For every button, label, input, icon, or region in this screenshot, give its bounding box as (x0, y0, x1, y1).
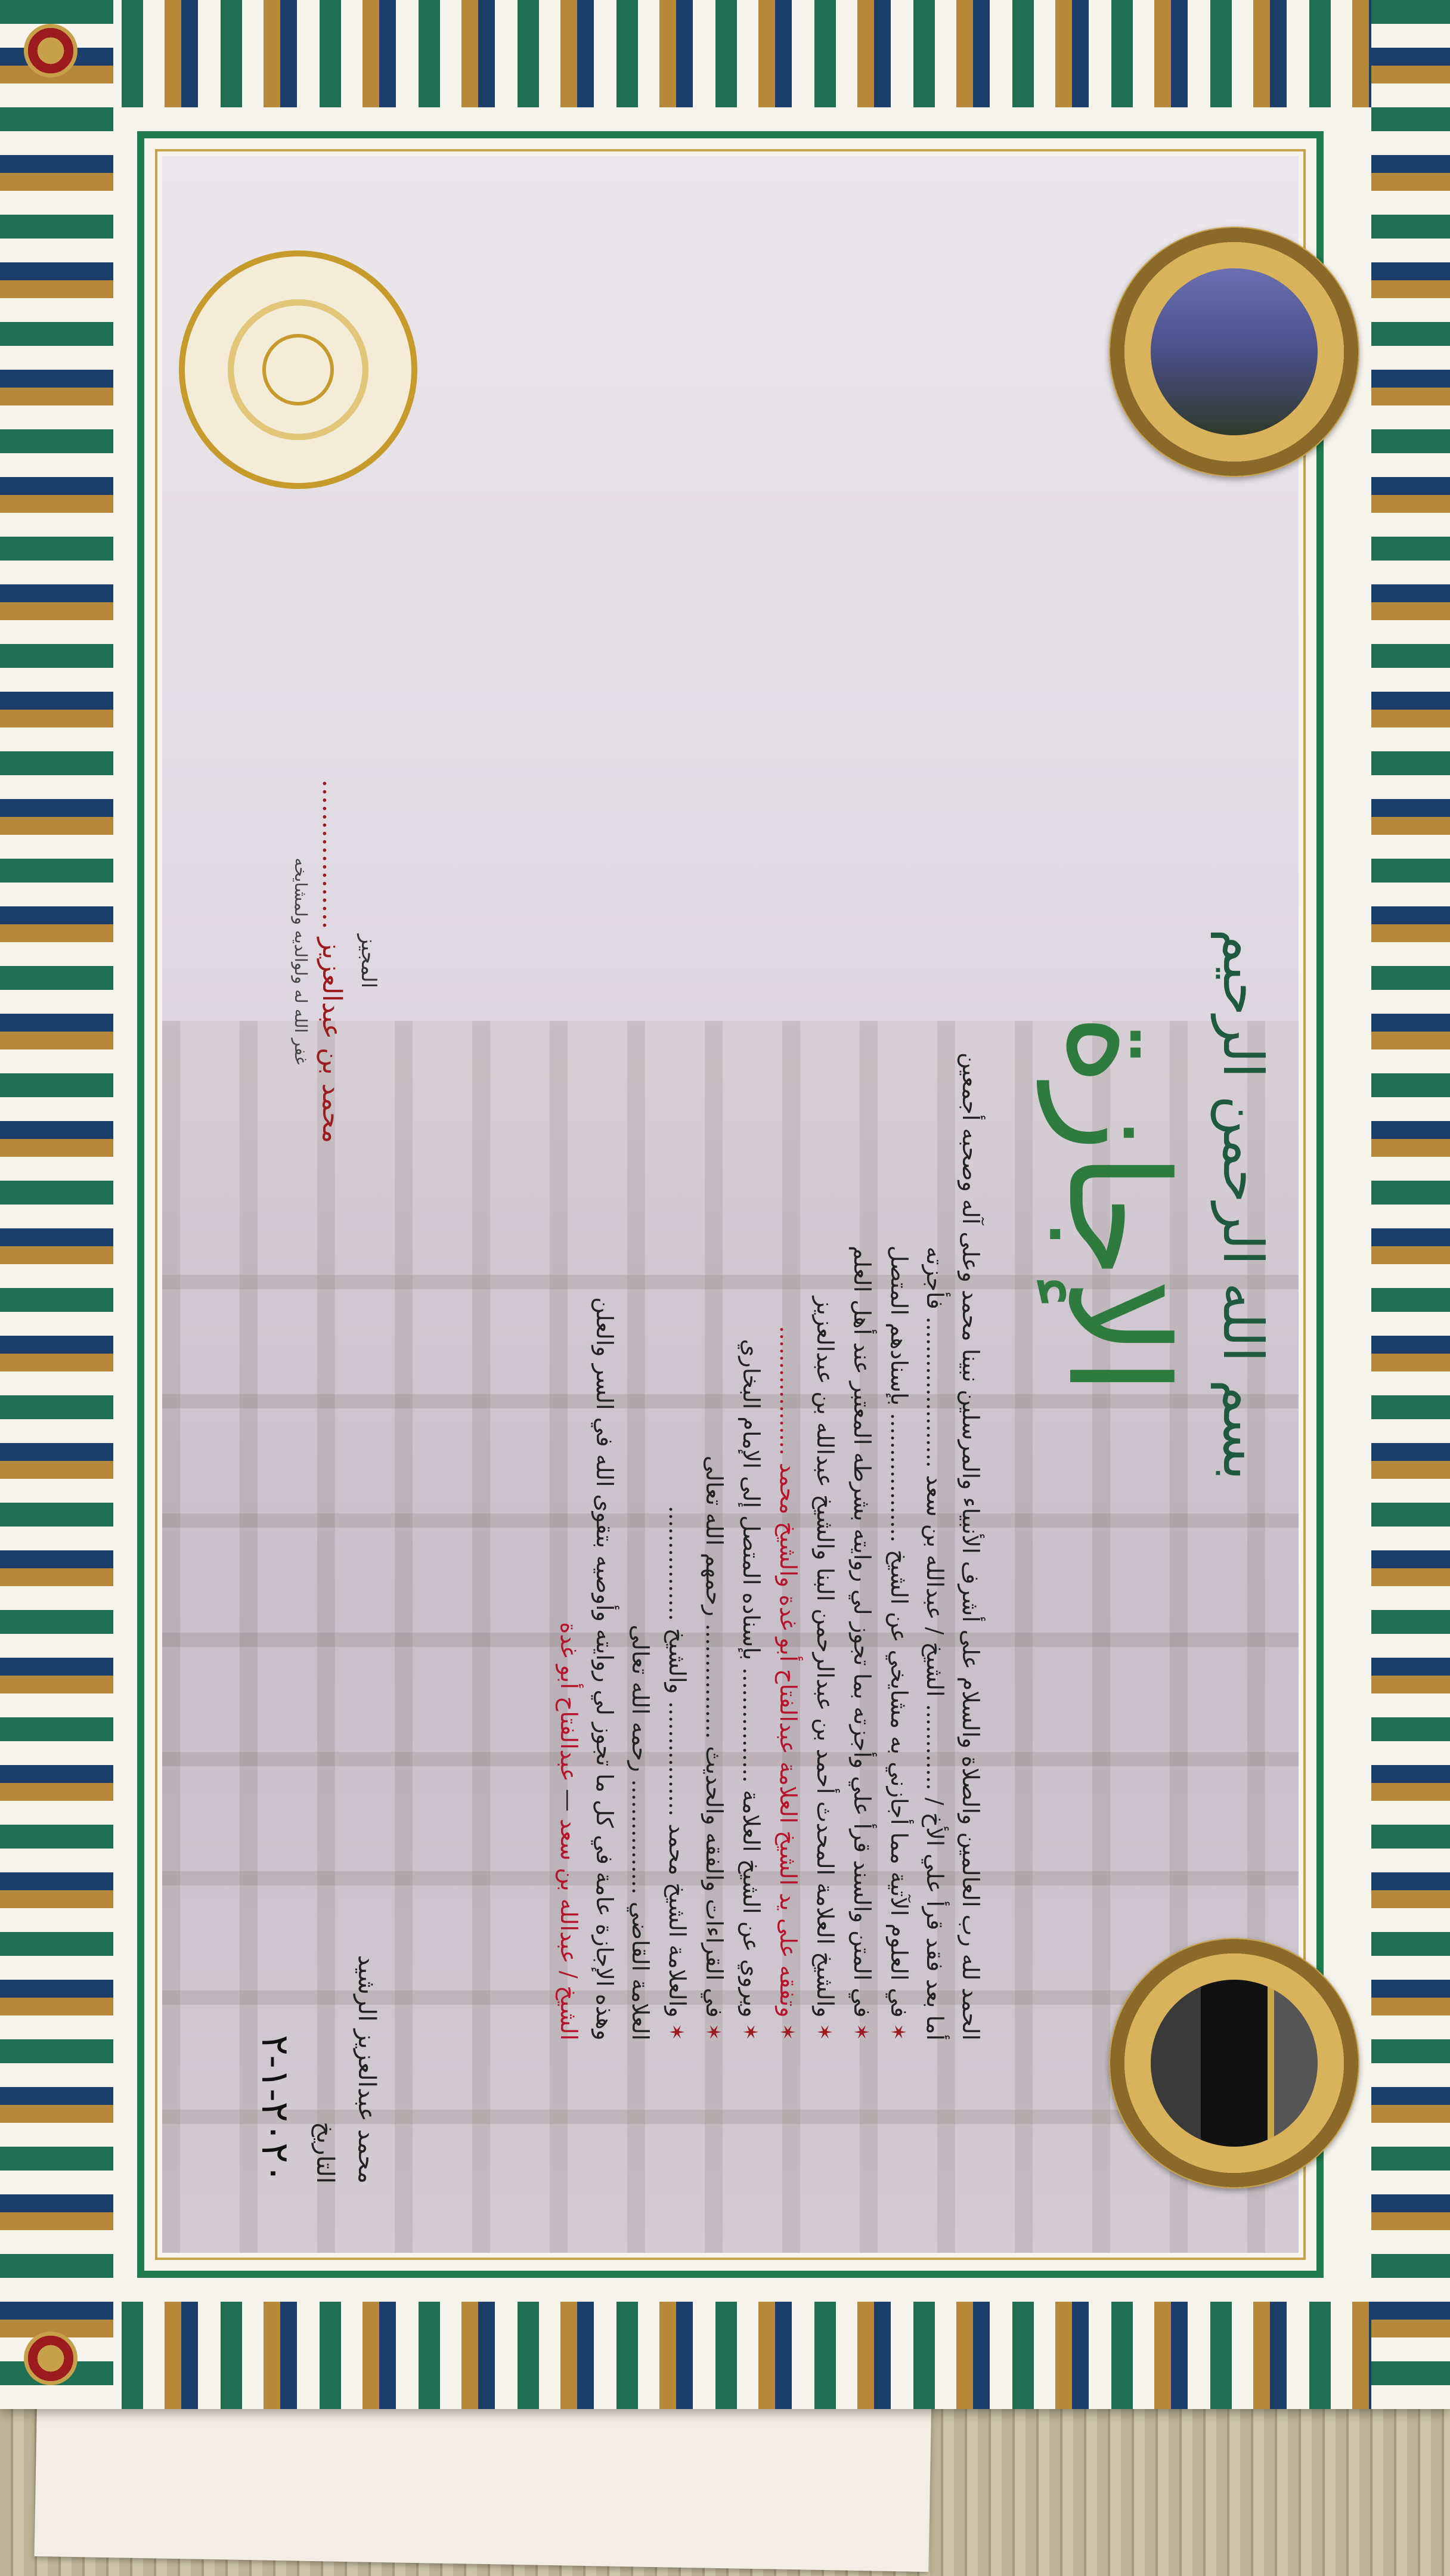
body-line (769, 371, 806, 2041)
body-line: الحمد لله رب العالمين والصلاة والسلام على أشرف الأنبياء والمرسلين نبينا محمد وعلى آله وصحبه أجمعين (958, 1052, 984, 2041)
signature-label: المجيز (357, 934, 380, 989)
gold-seal-icon (179, 250, 417, 489)
highlight-text: عبدالفتاح أبو غدة (556, 1622, 582, 1782)
body-line (622, 371, 658, 2041)
star-icon: ✶ (701, 2023, 725, 2041)
certificate-body (551, 371, 989, 2041)
star-icon: ✶ (738, 2023, 762, 2041)
body-line (917, 371, 953, 2041)
ornamental-border-right (1371, 0, 1450, 2409)
star-icon: ✶ (664, 2023, 688, 2041)
date-value: ٢٠٢٠-١-٢ (253, 2035, 297, 2184)
signature-sub: غفر الله له ولوالديه ولمشايخه (291, 857, 311, 1065)
star-icon: ✶ (849, 2023, 873, 2041)
date-block (253, 1766, 380, 2184)
body-line (880, 371, 917, 2041)
corner-ornament-icon (24, 24, 78, 78)
kaaba-medallion-icon (1109, 1938, 1359, 2188)
body-line-text: وهذه الإجازة عامة في كل ما تجوز لي روايته وأوصيه بتقوى الله في السر والعلن (591, 1297, 618, 2041)
corner-ornament-icon (24, 2332, 78, 2385)
ornamental-border-bottom (0, 2302, 1450, 2409)
date-label: التاريخ (311, 2122, 339, 2184)
ornamental-border-left (0, 0, 113, 2409)
body-line-text: العلامة القاضي ................ رحمه الله تعالى (627, 1624, 653, 2041)
body-line-text: والشيخ العلامة المحدث أحمد بن عبدالرحمن البنا والشيخ عبدالله بن عبدالعزيز (812, 1296, 838, 2018)
body-line (695, 371, 732, 2041)
mosque-medallion-icon (1109, 227, 1359, 477)
body-line (658, 371, 695, 2041)
body-line-text: في العلوم الآتية مما أجازني به مشايخي عن الشيخ .................. بإسنادهم المتصل (886, 1245, 912, 2018)
body-line (587, 371, 622, 2041)
body-line (806, 371, 843, 2041)
body-line (732, 371, 769, 2041)
body-line-text: وتفقه على يد الشيخ العلامة عبدالفتاح أبو غدة والشيخ محمد .................. (775, 1326, 801, 2018)
highlight-text: الشيخ / عبدالله بن سعد (556, 1819, 582, 2041)
body-line-text: في القراءات والفقه والحديث ................ رحمهم الله تعالى (701, 1456, 727, 2018)
body-line (843, 371, 880, 2041)
highlight-line: الشيخ / عبدالله بن سعد — عبدالفتاح أبو غدة (556, 1622, 582, 2041)
signature-block (291, 693, 380, 1230)
ornamental-border-top (0, 0, 1450, 107)
certificate-title: الإجازة (1037, 1014, 1197, 1395)
grantee-name: محمد عبدالعزيز الرشيد (353, 1955, 380, 2184)
body-line-text: والعلامة الشيخ محمد ................ والشيخ ................ (664, 1506, 690, 2018)
star-icon: ✶ (886, 2023, 910, 2041)
body-line-text: أما بعد فقد قرأ علي الأخ / ............ الشيخ / عبدالله بن سعد ..................... فأجزته (922, 1246, 948, 2041)
body-line-text: في المتن والسند قرأ علي وأجزته بما تجوز لي روايته بشرطه المعتبر عند أهل العلم (849, 1245, 875, 2018)
basmala: بسم الله الرحمن الرحيم (1211, 928, 1275, 1481)
body-line-text: ويروي عن الشيخ العلامة ................ بإسناده المتصل إلى الإمام البخاري (738, 1339, 764, 2018)
signature-name: محمد بن عبدالعزيز .................. (317, 779, 347, 1144)
star-icon: ✶ (775, 2023, 799, 2041)
star-icon: ✶ (812, 2023, 836, 2041)
